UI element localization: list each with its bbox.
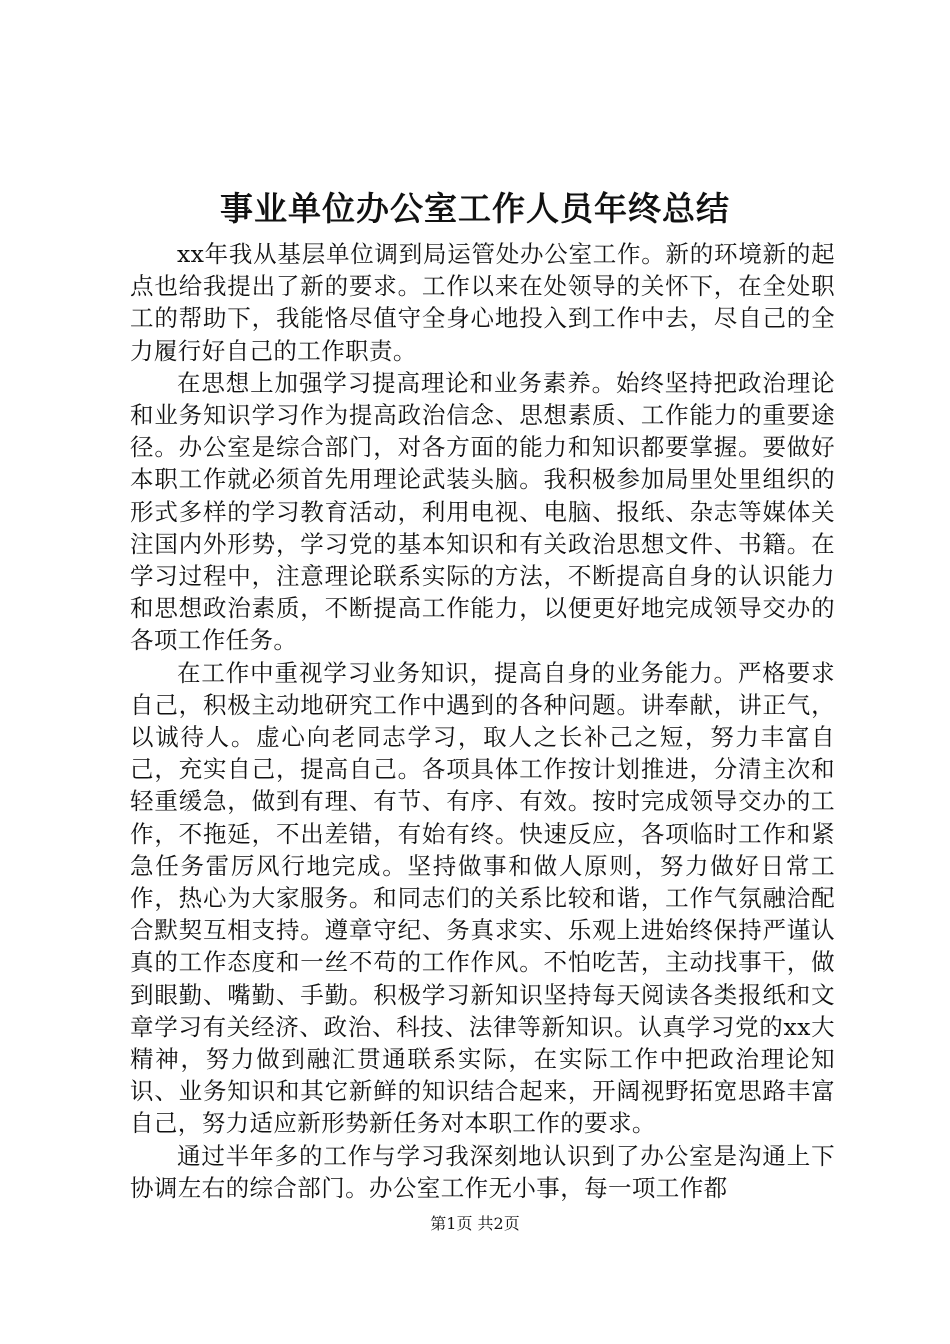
- paragraph-3: 在工作中重视学习业务知识，提高自身的业务能力。严格要求自己，积极主动地研究工作中遇到的各种问题。讲奉献，讲正气，以诚待人。虚心向老同志学习，取人之长补己之短，努力丰富自己，充实自己，提高自己。各项具体工作按计划推进，分清主次和轻重缓急，做到有理、有节、有序、有效。按时完成领导交办的工作，不拖延，不出差错，有始有终。快速反应，各项临时工作和紧急任务雷厉风行地完成。坚持做事和做人原则，努力做好日常工作，热心为大家服务。和同志们的关系比较和谐，工作气氛融洽配合默契互相支持。遵章守纪、务真求实、乐观上进始终保持严谨认真的工作态度和一丝不苟的工作作风。不怕吃苦，主动找事干，做到眼勤、嘴勤、手勤。积极学习新知识坚持每天阅读各类报纸和文章学习有关经济、政治、科技、法律等新知识。认真学习党的xx大精神，努力做到融汇贯通联系实际，在实际工作中把政治理论知识、业务知识和其它新鲜的知识结合起来，开阔视野拓宽思路丰富自己，努力适应新形势新任务对本职工作的要求。: [130, 658, 835, 1138]
- page-number-footer: 第1页 共2页: [430, 1214, 520, 1233]
- document-body: [130, 238, 835, 1204]
- paragraph-1: xx年我从基层单位调到局运管处办公室工作。新的环境新的起点也给我提出了新的要求。工作以来在处领导的关怀下，在全处职工的帮助下，我能恪尽值守全身心地投入到工作中去，尽自己的全力履行好自己的工作职责。: [130, 240, 835, 365]
- document-title: 事业单位办公室工作人员年终总结: [220, 189, 730, 228]
- paragraph-2: 在思想上加强学习提高理论和业务素养。始终坚持把政治理论和业务知识学习作为提高政治信念、思想素质、工作能力的重要途径。办公室是综合部门，对各方面的能力和知识都要掌握。要做好本职工作就必须首先用理论武装头脑。我积极参加局里处里组织的形式多样的学习教育活动，利用电视、电脑、报纸、杂志等媒体关注国内外形势，学习党的基本知识和有关政治思想文件、书籍。在学习过程中，注意理论联系实际的方法，不断提高自身的认识能力和思想政治素质，不断提高工作能力，以便更好地完成领导交办的各项工作任务。: [130, 368, 835, 655]
- paragraph-4: 通过半年多的工作与学习我深刻地认识到了办公室是沟通上下协调左右的综合部门。办公室工作无小事，每一项工作都: [130, 1141, 835, 1202]
